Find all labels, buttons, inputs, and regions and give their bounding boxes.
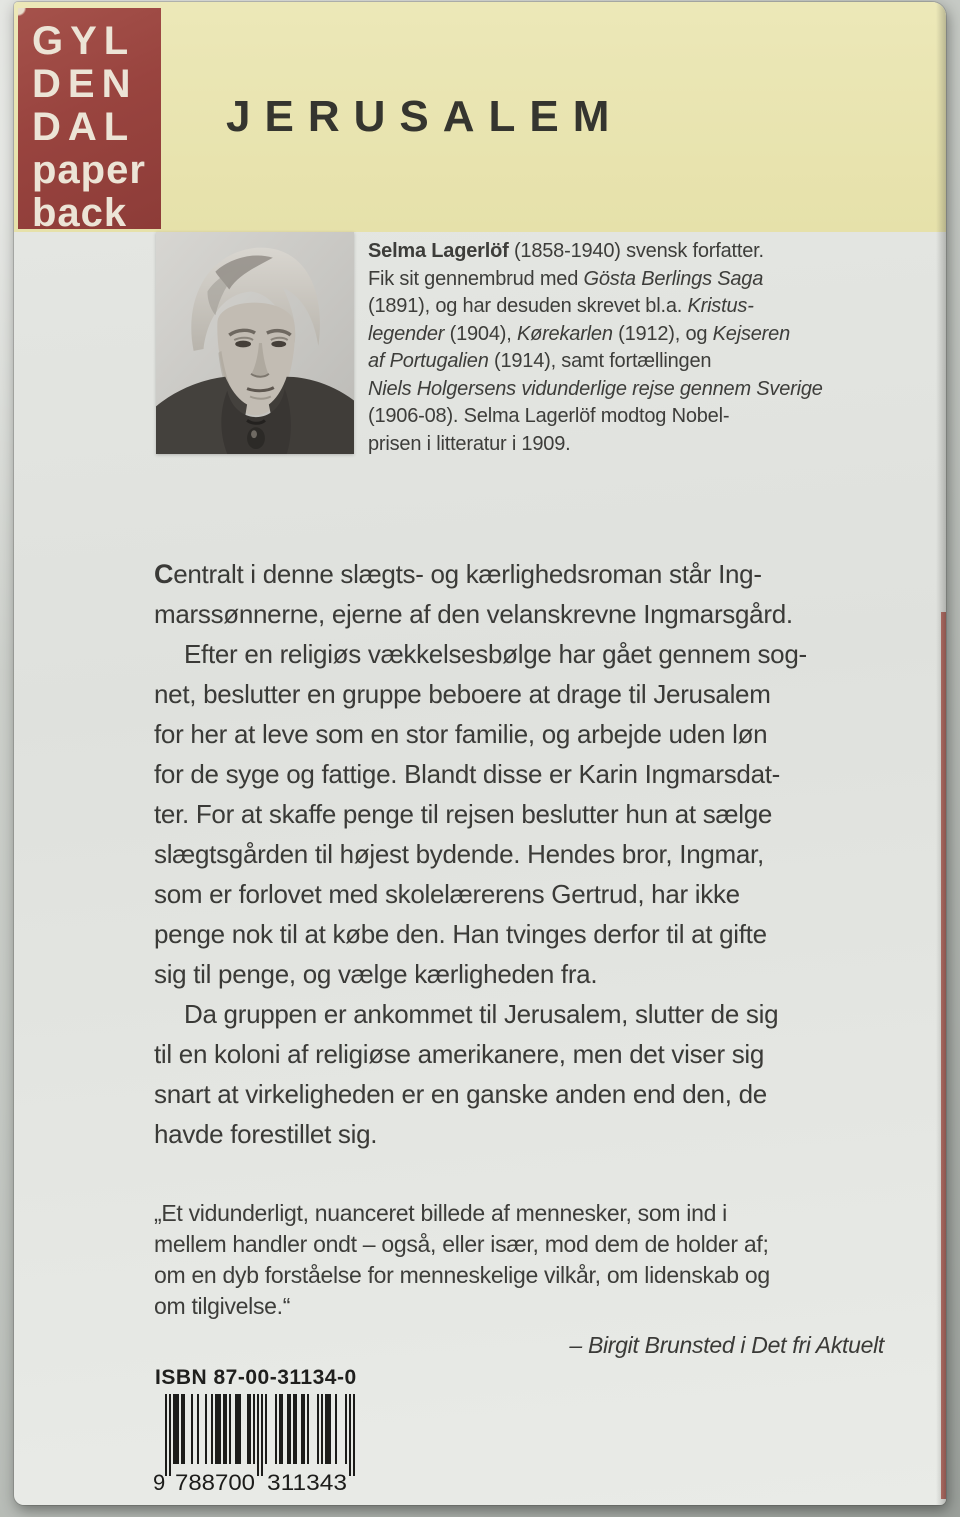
- text-line: snart at virkeligheden er en ganske anden end den, de: [154, 1079, 767, 1109]
- text-line: Niels Holgersens vidunderlige rejse gennem Sverige: [368, 377, 823, 400]
- text-line: penge nok til at købe den. Han tvinges derfor til at gifte: [154, 919, 767, 949]
- text-line: om tilgivelse.“: [154, 1293, 291, 1319]
- synopsis-paragraph-2: [154, 634, 900, 994]
- text-line: legender (1904), Kørekarlen (1912), og Kejseren: [368, 322, 790, 345]
- text-line: Efter en religiøs vækkelsesbølge har gået gennem sog-: [184, 639, 807, 669]
- text-line: som er forlovet med skolelærerens Gertrud, har ikke: [154, 879, 740, 909]
- review-quote-lines: [154, 1198, 894, 1322]
- text-line: mellem handler ondt – også, eller især, mod dem de holder af;: [154, 1231, 769, 1257]
- ean13-barcode: [152, 1394, 366, 1494]
- isbn-label: ISBN 87-00-31134-0: [155, 1366, 357, 1389]
- text-line: om en dyb forståelse for menneskelige vilkår, om lidenskab og: [154, 1262, 770, 1288]
- synopsis: [154, 554, 900, 1154]
- text-line: Selma Lagerlöf (1858-1940) svensk forfatter.: [368, 240, 764, 262]
- book-back-cover: [14, 2, 946, 1505]
- text-line: af Portugalien (1914), samt fortællingen: [368, 350, 712, 372]
- text-line: net, beslutter en gruppe beboere at drage til Jerusalem: [154, 679, 771, 709]
- text-line: marssønnerne, ejerne af den velanskrevne Ingmarsgård.: [154, 599, 793, 629]
- review-attribution: – Birgit Brunsted i Det fri Aktuelt: [569, 1332, 884, 1358]
- publisher-logo-gyldendal-paperback: [18, 8, 161, 235]
- text-line: for her at leve som en stor familie, og arbejde uden løn: [154, 719, 768, 749]
- selma-lagerlof-portrait: [156, 232, 354, 454]
- front-cover-edge: [941, 612, 946, 1499]
- barcode-digits: 9: [153, 1470, 166, 1494]
- text-line: (1891), og har desuden skrevet bl.a. Kristus-: [368, 295, 754, 317]
- publisher-logo-line: GYL: [32, 19, 136, 63]
- text-line: Da gruppen er ankommet til Jerusalem, slutter de sig: [184, 999, 779, 1029]
- text-line: havde forestillet sig.: [154, 1119, 378, 1149]
- text-line: slægtsgården til højest bydende. Hendes bror, Ingmar,: [154, 839, 764, 869]
- text-line: for de syge og fattige. Blandt disse er Karin Ingmarsdat-: [154, 759, 781, 789]
- text-line: (1906-08). Selma Lagerlöf modtog Nobel-: [368, 405, 730, 427]
- author-photo: [156, 232, 354, 454]
- text-line: ter. For at skaffe penge til rejsen beslutter hun at sælge: [154, 799, 773, 829]
- text-line: til en koloni af religiøse amerikanere, men det viser sig: [154, 1039, 765, 1069]
- barcode-digits: 788700: [175, 1470, 255, 1494]
- barcode-digits: 311343: [267, 1470, 347, 1494]
- text-line: sig til penge, og vælge kærligheden fra.: [154, 959, 598, 989]
- synopsis-paragraph-3: [154, 994, 900, 1154]
- text-line: prisen i litteratur i 1909.: [368, 432, 571, 455]
- publisher-logo-line: DAL: [32, 105, 136, 149]
- text-line: „Et vidunderligt, nuanceret billede af mennesker, som ind i: [154, 1200, 727, 1226]
- synopsis-paragraph-1: [154, 554, 900, 634]
- publisher-logo-line: DEN: [32, 62, 138, 106]
- ean13-barcode-svg: [152, 1394, 366, 1494]
- author-bio: [368, 238, 934, 458]
- publisher-logo-line: back: [32, 191, 128, 235]
- publisher-logo-line: paper: [32, 148, 146, 192]
- text-line: Centralt i denne slægts- og kærlighedsroman står Ing-: [154, 559, 762, 589]
- book-title: JERUSALEM: [226, 92, 624, 141]
- review-quote: [154, 1198, 894, 1361]
- text-line: Fik sit gennembrud med Gösta Berlings Saga: [368, 267, 764, 290]
